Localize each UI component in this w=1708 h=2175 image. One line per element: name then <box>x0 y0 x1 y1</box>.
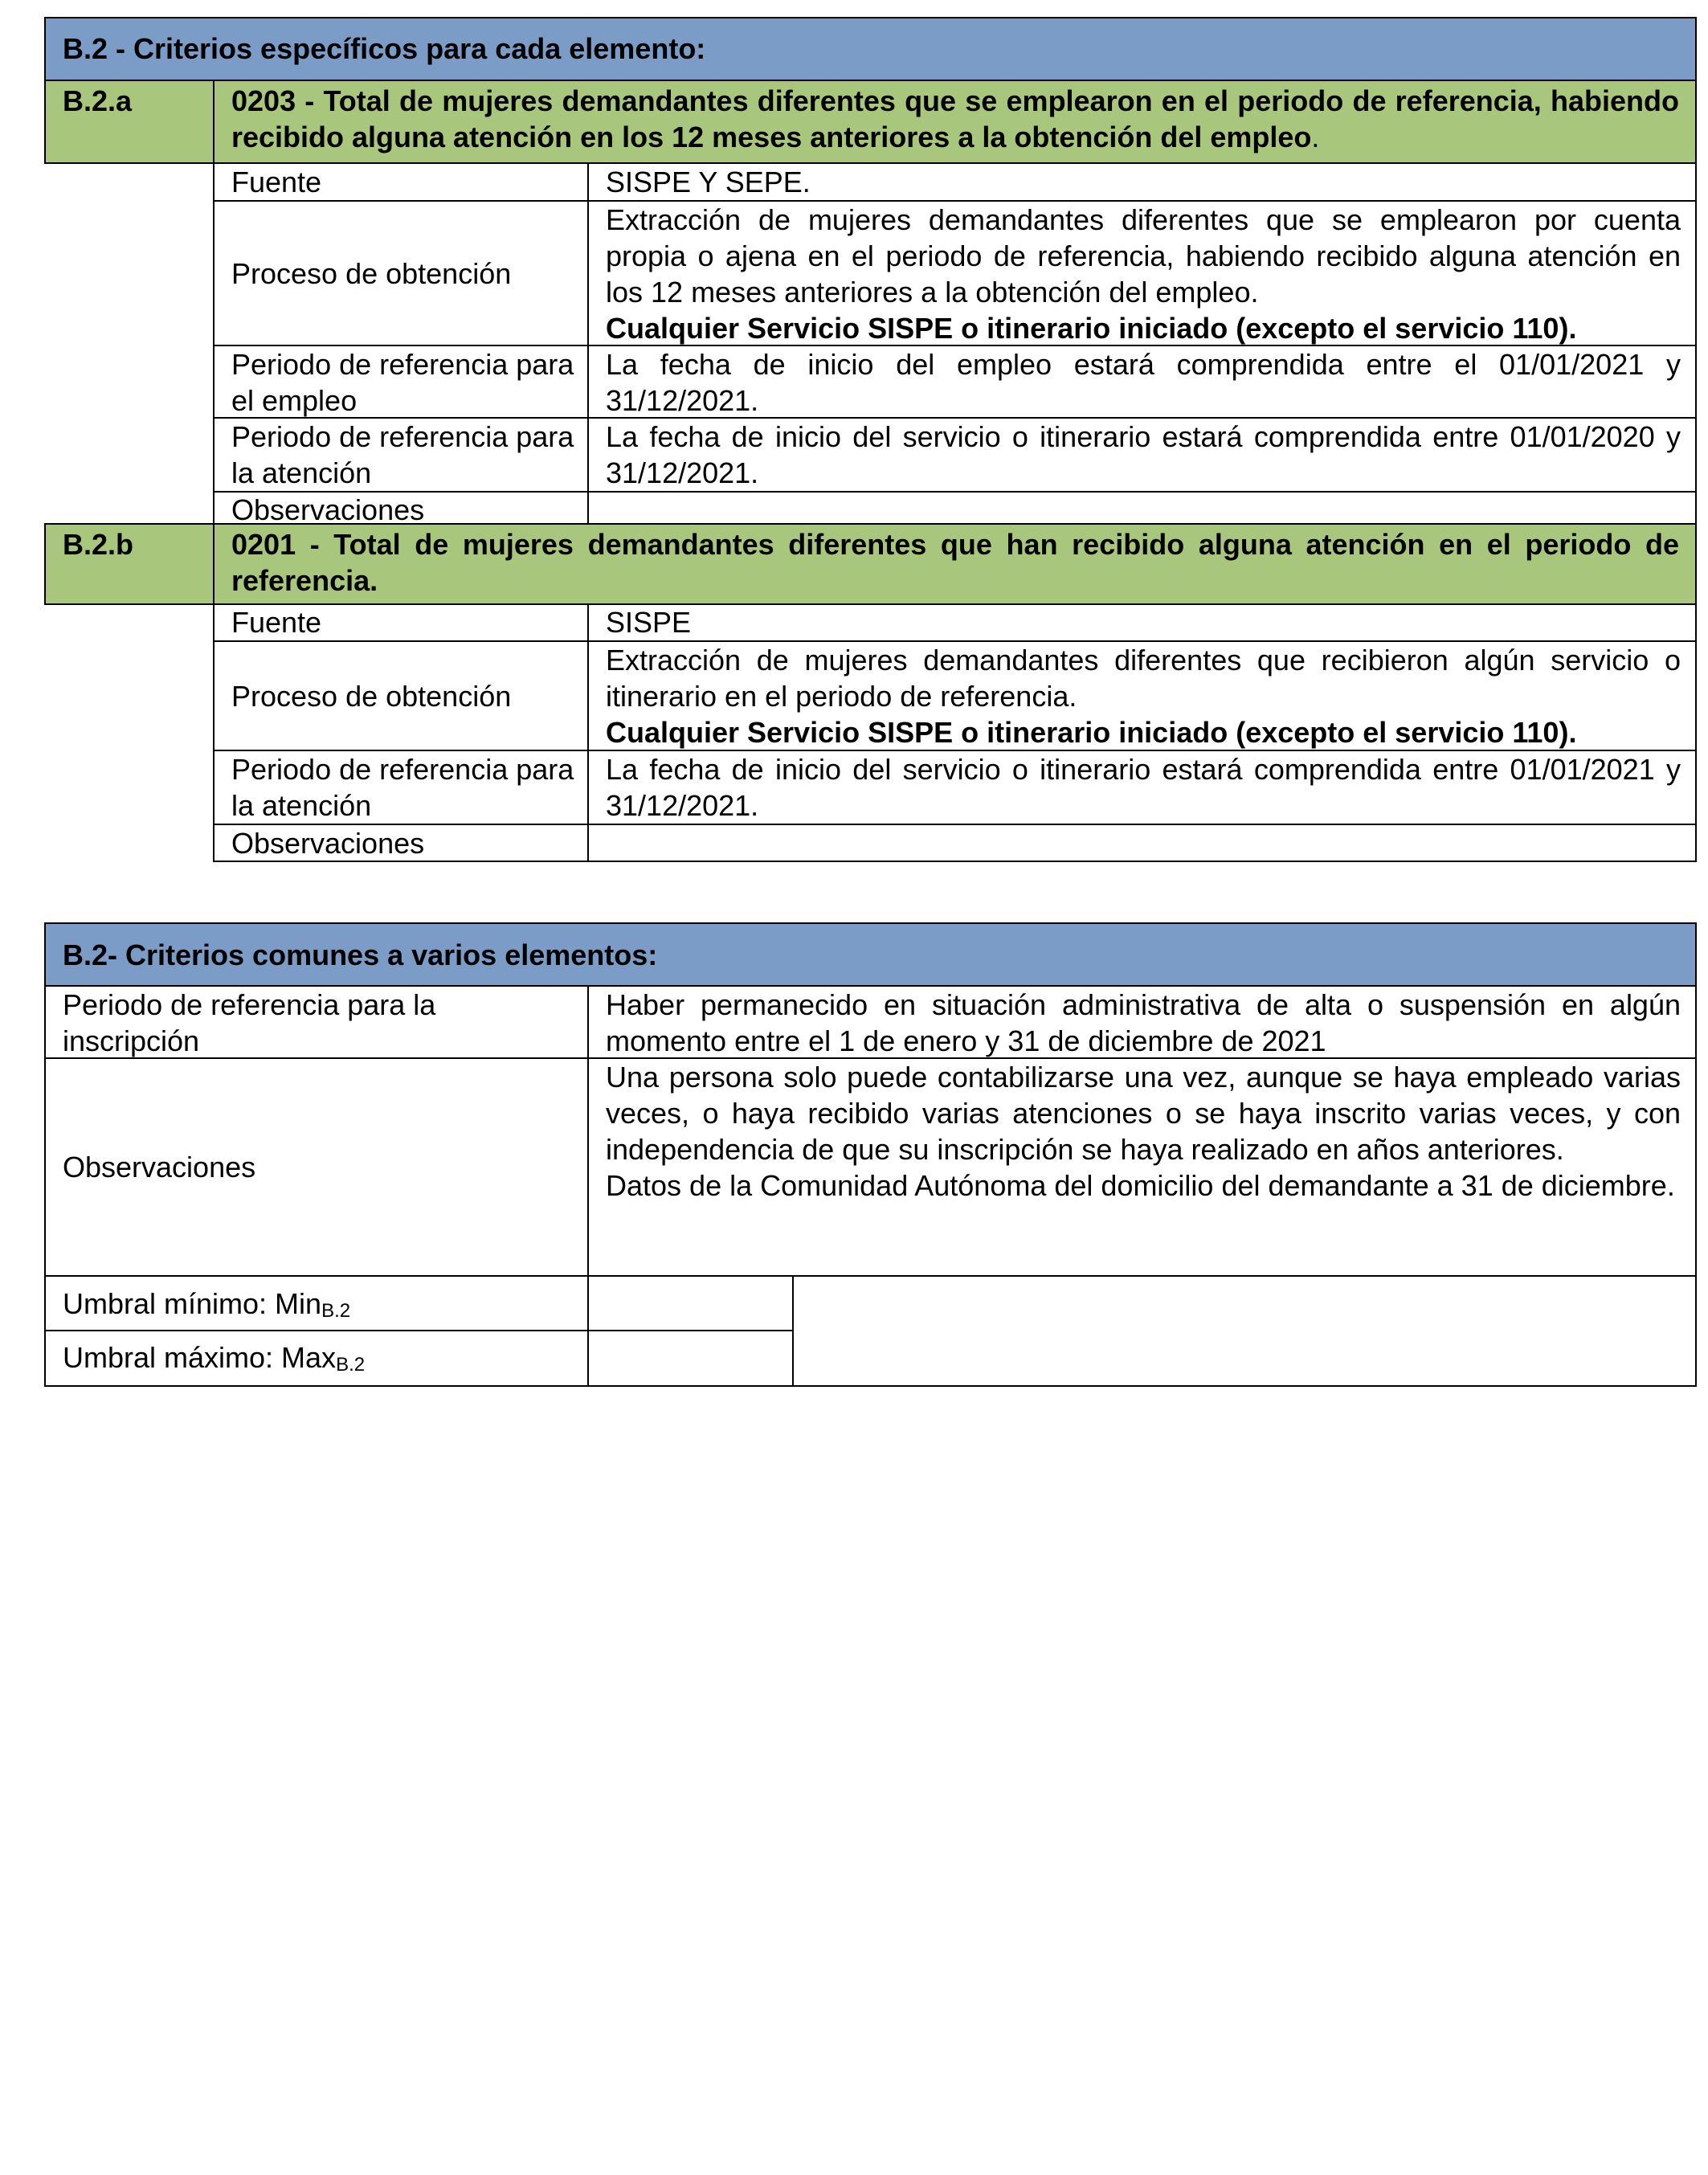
b2a-atencion-value: La fecha de inicio del servicio o itinerario estará comprendida entre 01/01/2020 y 31/12/2021. <box>606 420 1681 489</box>
b2b-atencion-label: Periodo de referencia para la atención <box>231 753 574 822</box>
b2b-proceso-text: Extracción de mujeres demandantes diferentes que recibieron algún servicio o itinerario en el periodo de referencia. <box>606 644 1681 713</box>
b2a-empleo-label: Periodo de referencia para el empleo <box>231 348 574 417</box>
b2a-code: B.2.a <box>63 84 133 117</box>
b2a-heading-text: 0203 - Total de mujeres demandantes diferentes que se emplearon en el periodo de referencia, habiendo recibido alguna atención en los 12 meses anteriores a la obtención del empleo <box>231 84 1679 153</box>
b2a-proceso-value <box>606 202 1681 346</box>
b2b-proceso-value <box>606 642 1681 750</box>
b2b-heading: 0201 - Total de mujeres demandantes diferentes que han recibido alguna atención en el periodo de referencia. <box>231 528 1679 597</box>
inscripcion-label: Periodo de referencia para la inscripción <box>63 988 436 1057</box>
common-section-title: B.2- Criterios comunes a varios elementos: <box>63 938 658 971</box>
b2a-proceso-bold: Cualquier Servicio SISPE o itinerario iniciado (excepto el servicio 110). <box>606 312 1577 345</box>
b2a-observaciones-label: Observaciones <box>231 493 425 526</box>
specific-section-title: B.2 - Criterios específicos para cada elemento: <box>63 32 706 65</box>
b2a-heading <box>231 83 1679 155</box>
b2a-fuente-label: Fuente <box>231 166 322 198</box>
b2a-fuente-value: SISPE Y SEPE. <box>606 166 811 198</box>
umbral-minimo-text: Umbral mínimo: Min <box>63 1287 322 1320</box>
umbral-maximo-label <box>63 1339 577 1376</box>
b2b-observaciones-label: Observaciones <box>231 827 425 860</box>
b2a-atencion-label: Periodo de referencia para la atención <box>231 420 574 489</box>
b2b-code: B.2.b <box>63 528 134 561</box>
common-observaciones-label: Observaciones <box>63 1151 256 1184</box>
b2a-proceso-label: Proceso de obtención <box>231 257 512 290</box>
b2b-proceso-bold: Cualquier Servicio SISPE o itinerario iniciado (excepto el servicio 110). <box>606 716 1577 749</box>
umbral-minimo-label <box>63 1286 577 1322</box>
common-observaciones-text-1: Una persona solo puede contabilizarse una vez, aunque se haya empleado varias veces, o haya recibido varias atenciones o se haya inscrito varias veces, y con independencia de que su inscripción se haya realizado en años anteriores. <box>606 1061 1681 1166</box>
umbral-minimo-sub: B.2 <box>321 1300 351 1322</box>
inscripcion-value: Haber permanecido en situación administrativa de alta o suspensión en algún momento entre el 1 de enero y 31 de diciembre de 2021 <box>606 988 1681 1057</box>
b2a-proceso-text: Extracción de mujeres demandantes diferentes que se emplearon por cuenta propia o ajena en el periodo de referencia, habiendo recibido alguna atención en los 12 meses anteriores a la obtención del empleo. <box>606 203 1681 309</box>
b2b-fuente-value: SISPE <box>606 606 692 639</box>
common-observaciones-value <box>606 1059 1681 1204</box>
b2a-heading-end: . <box>1311 121 1320 153</box>
b2b-atencion-value: La fecha de inicio del servicio o itinerario estará comprendida entre 01/01/2021 y 31/12/2021. <box>606 753 1681 822</box>
common-observaciones-text-2: Datos de la Comunidad Autónoma del domicilio del demandante a 31 de diciembre. <box>606 1169 1675 1202</box>
umbral-maximo-sub: B.2 <box>336 1354 366 1376</box>
b2b-proceso-label: Proceso de obtención <box>231 680 512 713</box>
b2b-fuente-label: Fuente <box>231 606 322 639</box>
umbral-maximo-text: Umbral máximo: Max <box>63 1341 337 1374</box>
b2a-empleo-value: La fecha de inicio del empleo estará comprendida entre el 01/01/2021 y 31/12/2021. <box>606 348 1681 417</box>
